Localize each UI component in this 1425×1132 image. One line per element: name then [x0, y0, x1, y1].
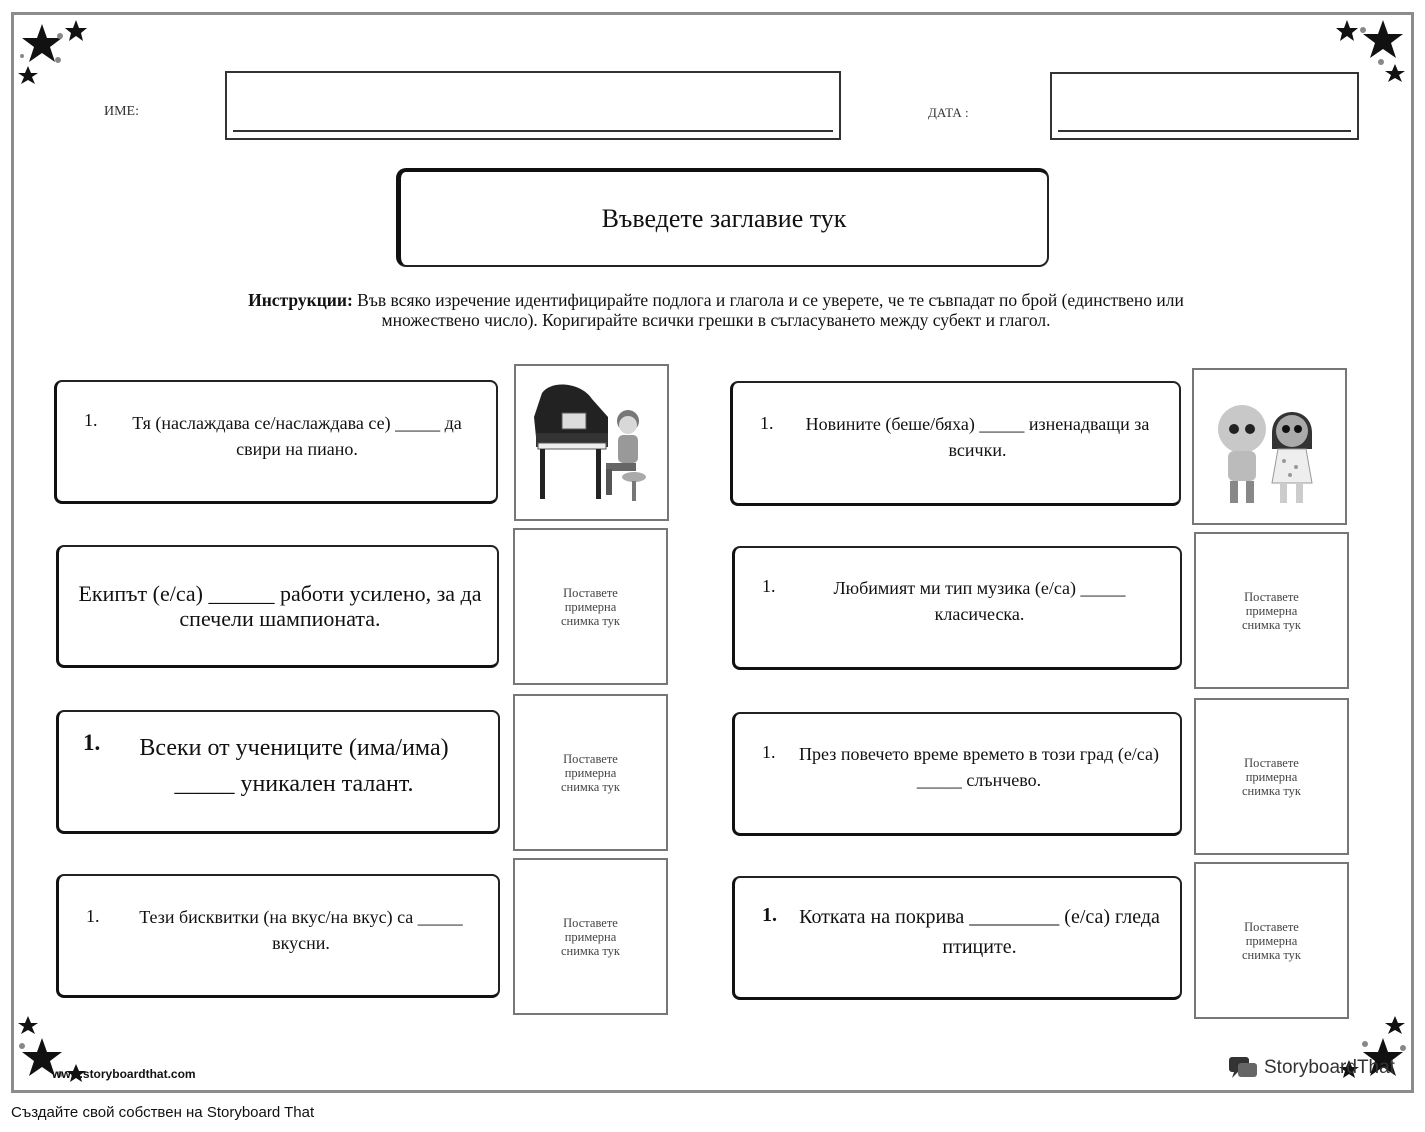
- question-number: 1.: [762, 576, 776, 596]
- question-number: 1.: [762, 904, 777, 926]
- question-text: Тези бисквитки (на вкус/на вкус) са _____ вкусни.: [139, 907, 463, 953]
- question-text: Всеки от учениците (има/има) _____ уникален талант.: [139, 735, 449, 797]
- name-field[interactable]: [225, 71, 841, 140]
- brand-name: StoryboardThat: [1264, 1057, 1395, 1078]
- image-slot-4[interactable]: [513, 858, 668, 1015]
- piano-boy-illustration-icon: [522, 373, 662, 513]
- question-number: 1.: [83, 730, 101, 755]
- storyboardthat-logo[interactable]: [1228, 1056, 1395, 1080]
- question-number: 1.: [86, 906, 100, 926]
- image-placeholder-text: Поставете примерна снимка тук: [1241, 919, 1301, 962]
- speech-bubble-icon: [1228, 1056, 1258, 1080]
- image-slot-5[interactable]: [1192, 368, 1347, 525]
- question-number: 1.: [84, 410, 98, 430]
- question-card-2[interactable]: [56, 545, 499, 668]
- question-card-3[interactable]: [56, 710, 500, 834]
- image-placeholder-text: Поставете примерна снимка тук: [1241, 589, 1301, 632]
- question-card-7[interactable]: [732, 712, 1182, 836]
- date-field[interactable]: [1050, 72, 1359, 140]
- footer-url[interactable]: www.storyboardthat.com: [52, 1067, 196, 1081]
- worksheet-title[interactable]: Въведете заглавие тук: [396, 168, 1049, 267]
- question-card-6[interactable]: [732, 546, 1182, 670]
- question-card-8[interactable]: [732, 876, 1182, 1000]
- name-underline: [233, 130, 833, 132]
- question-text: Тя (наслаждава се/наслаждава се) _____ да свири на пиано.: [132, 413, 462, 459]
- image-slot-7[interactable]: [1194, 698, 1349, 855]
- question-text: Новините (беше/бяха) _____ изненадващи за всички.: [805, 414, 1150, 460]
- question-number: 1.: [760, 413, 774, 433]
- question-text: Котката на покрива _________ (е/са) гледа птиците.: [799, 906, 1160, 958]
- surprised-kids-illustration-icon: [1200, 377, 1340, 517]
- create-your-own-link[interactable]: Създайте свой собствен на Storyboard That: [11, 1104, 315, 1121]
- instructions-lead: Инструкции:: [248, 290, 353, 310]
- image-slot-6[interactable]: [1194, 532, 1349, 689]
- image-slot-1[interactable]: [514, 364, 669, 521]
- question-card-1[interactable]: [54, 380, 498, 504]
- name-label: ИМЕ:: [104, 104, 139, 119]
- instructions-line-2: множествено число). Коригирайте всички грешки в съгласуването между субект и глагол.: [381, 310, 1051, 330]
- image-placeholder-text: Поставете примерна снимка тук: [560, 751, 620, 794]
- question-text: Любимият ми тип музика (е/са) _____ класическа.: [833, 578, 1126, 624]
- date-label: ДАТА :: [928, 105, 969, 120]
- image-placeholder-text: Поставете примерна снимка тук: [560, 915, 620, 958]
- question-text: Екипът (е/са) ______ работи усилено, за да спечели шампионата.: [78, 581, 482, 631]
- image-placeholder-text: Поставете примерна снимка тук: [1241, 755, 1301, 798]
- question-number: 1.: [762, 742, 776, 762]
- question-card-5[interactable]: [730, 381, 1181, 506]
- image-slot-8[interactable]: [1194, 862, 1349, 1019]
- question-card-4[interactable]: [56, 874, 500, 998]
- instructions-line-1: Инструкции: Във всяко изречение идентифицирайте подлога и глагола и се уверете, че те съвпадат по брой (единствено или: [248, 290, 1184, 310]
- image-slot-3[interactable]: [513, 694, 668, 851]
- star-decoration-icon: [14, 16, 94, 92]
- instructions: [200, 290, 1232, 330]
- image-placeholder-text: Поставете примерна снимка тук: [560, 585, 620, 628]
- date-underline: [1058, 130, 1351, 132]
- image-slot-2[interactable]: [513, 528, 668, 685]
- question-text: През повечето време времето в този град (е/са) _____ слънчево.: [799, 744, 1159, 790]
